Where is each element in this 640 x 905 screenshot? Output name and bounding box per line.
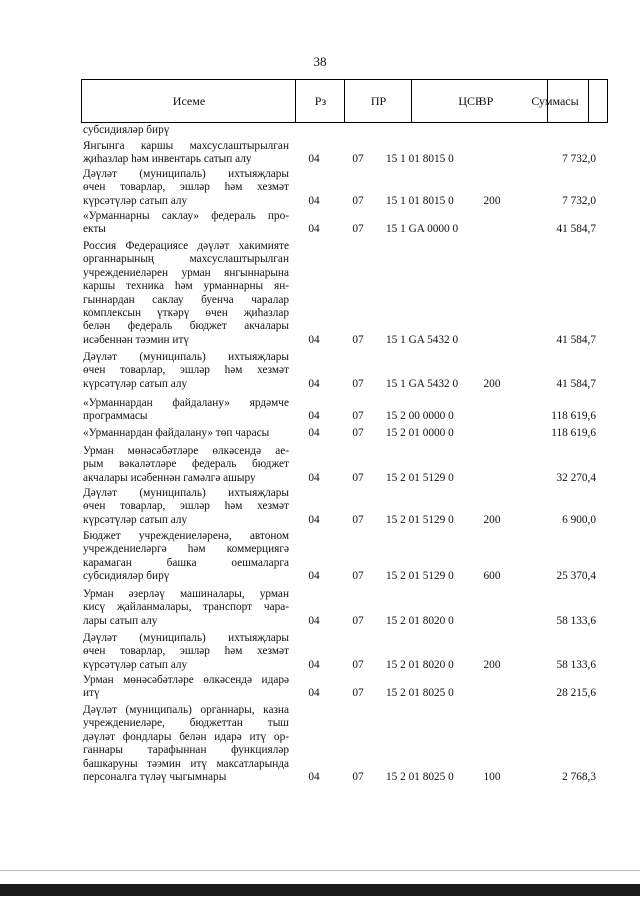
row-name-line: Дәүләт (муниципаль) ихтыяҗлары bbox=[83, 487, 289, 499]
header-pr: ПР bbox=[370, 94, 387, 108]
scan-edge-bar bbox=[0, 884, 640, 896]
row-csr: 15 2 01 8025 0 bbox=[386, 770, 454, 783]
row-name-line: Бюджет учреждениеләренә, автоном bbox=[83, 530, 289, 542]
table-row bbox=[0, 397, 640, 427]
row-name-line: екты bbox=[83, 223, 106, 236]
row-pr: 07 bbox=[352, 333, 364, 346]
table-row bbox=[0, 168, 640, 211]
row-name-line: учреждениеләрен урман янгыннарына bbox=[83, 266, 289, 279]
row-name bbox=[83, 588, 289, 628]
row-name-line: күрсәтүләр сатып алу bbox=[83, 513, 188, 526]
row-pr: 07 bbox=[352, 658, 364, 671]
row-sum: 118 619,6 bbox=[551, 426, 596, 439]
row-name-line: башкаруны тәэмин итү максатларында bbox=[83, 757, 289, 770]
row-csr: 15 2 01 5129 0 bbox=[386, 471, 454, 484]
row-name-line: учреждениеләре, бюджеттан тыш bbox=[83, 717, 289, 730]
row-pr: 07 bbox=[352, 570, 364, 583]
row-name-line: лары сатып алу bbox=[83, 614, 158, 627]
row-csr: 15 2 01 0000 0 bbox=[386, 426, 454, 439]
row-name-line: ганнары тарафыннан функцияләр bbox=[83, 744, 289, 757]
table-row bbox=[0, 351, 640, 394]
row-csr: 15 1 GA 5432 0 bbox=[386, 377, 459, 390]
row-sum: 41 584,7 bbox=[556, 223, 596, 236]
row-csr: 15 2 01 8020 0 bbox=[386, 658, 454, 671]
table-row bbox=[0, 445, 640, 488]
row-sum: 6 900,0 bbox=[562, 513, 596, 526]
bottom-line bbox=[0, 870, 640, 871]
row-csr: 15 2 01 8020 0 bbox=[386, 614, 454, 627]
row-pr: 07 bbox=[352, 194, 364, 207]
row-name bbox=[83, 124, 289, 137]
row-name-line: Россия Федерациясе дәүләт хакимияте bbox=[83, 240, 289, 252]
row-name bbox=[83, 351, 289, 391]
row-name-line: күрсәтүләр сатып алу bbox=[83, 194, 188, 207]
row-name-line: комплексын үткәрү өчен җиһазлар bbox=[83, 307, 289, 320]
row-name-line: рым вәкаләтләре федераль бюджет bbox=[83, 458, 289, 471]
row-csr: 15 1 GA 0000 0 bbox=[386, 223, 459, 236]
row-name-line: субсидияләр бирү bbox=[83, 124, 170, 136]
row-pr: 07 bbox=[352, 426, 364, 439]
row-name-line: Янгынга каршы махсуслаштырылган bbox=[83, 140, 289, 152]
row-name-line: өчен товарлар, эшләр һәм хезмәт bbox=[83, 645, 289, 658]
row-sum: 2 768,3 bbox=[562, 770, 596, 783]
row-name-line: каршы техника һәм урманнарны ян- bbox=[83, 280, 289, 293]
header-vr: ВР bbox=[478, 94, 494, 108]
row-rz: 04 bbox=[308, 687, 320, 700]
row-name-line: җиһазлар һәм инвентарь сатып алу bbox=[83, 153, 252, 166]
row-vr: 100 bbox=[483, 770, 501, 783]
row-rz: 04 bbox=[308, 377, 320, 390]
row-sum: 7 732,0 bbox=[562, 153, 596, 166]
header-sum: Суммасы bbox=[531, 94, 579, 108]
row-name-line: исәбеннән тәэмин итү bbox=[83, 333, 190, 346]
row-rz: 04 bbox=[308, 570, 320, 583]
table-row bbox=[0, 674, 640, 704]
row-sum: 41 584,7 bbox=[556, 333, 596, 346]
row-name-line: Урман әзерләү машиналары, урман bbox=[83, 588, 289, 600]
page-number: 38 bbox=[313, 54, 327, 69]
row-pr: 07 bbox=[352, 223, 364, 236]
row-rz: 04 bbox=[308, 770, 320, 783]
row-rz: 04 bbox=[308, 223, 320, 236]
row-name bbox=[83, 632, 289, 672]
row-sum: 58 133,6 bbox=[556, 658, 596, 671]
row-name-line: Урман мөнәсәбәтләре өлкәсендә идарә bbox=[83, 674, 289, 686]
row-csr: 15 2 01 5129 0 bbox=[386, 513, 454, 526]
row-pr: 07 bbox=[352, 471, 364, 484]
header-name: Исеме bbox=[172, 94, 206, 108]
row-pr: 07 bbox=[352, 687, 364, 700]
row-name bbox=[83, 674, 289, 701]
table-row bbox=[0, 210, 640, 240]
row-name-line: «Урманнардан файдалану» ярдәмче bbox=[83, 397, 289, 409]
row-name bbox=[83, 427, 289, 440]
row-rz: 04 bbox=[308, 410, 320, 423]
row-csr: 15 2 01 5129 0 bbox=[386, 570, 454, 583]
row-rz: 04 bbox=[308, 614, 320, 627]
row-name-line: Дәүләт (муниципаль) ихтыяҗлары bbox=[83, 351, 289, 363]
row-name-line: субсидияләр бирү bbox=[83, 570, 170, 583]
row-pr: 07 bbox=[352, 377, 364, 390]
row-name-line: «Урманнардан файдалану» төп чарасы bbox=[83, 427, 270, 439]
row-rz: 04 bbox=[308, 333, 320, 346]
row-name-line: карамаган башка оешмаларга bbox=[83, 556, 289, 569]
table-row bbox=[0, 632, 640, 675]
row-name-line: өчен товарлар, эшләр һәм хезмәт bbox=[83, 500, 289, 513]
row-name-line: Дәүләт (муниципаль) ихтыяҗлары bbox=[83, 632, 289, 644]
row-vr: 200 bbox=[483, 658, 501, 671]
row-name-line: программасы bbox=[83, 410, 148, 423]
row-name-line: Дәүләт (муниципаль) органнары, казна bbox=[83, 704, 289, 716]
row-rz: 04 bbox=[308, 194, 320, 207]
row-rz: 04 bbox=[308, 153, 320, 166]
row-name bbox=[83, 704, 289, 784]
row-name bbox=[83, 240, 289, 347]
row-csr: 15 1 GA 5432 0 bbox=[386, 333, 459, 346]
row-pr: 07 bbox=[352, 614, 364, 627]
row-sum: 41 584,7 bbox=[556, 377, 596, 390]
row-sum: 28 215,6 bbox=[556, 687, 596, 700]
row-sum: 32 270,4 bbox=[556, 471, 596, 484]
row-pr: 07 bbox=[352, 153, 364, 166]
row-vr: 200 bbox=[483, 194, 501, 207]
row-rz: 04 bbox=[308, 513, 320, 526]
row-rz: 04 bbox=[308, 471, 320, 484]
row-sum: 7 732,0 bbox=[562, 194, 596, 207]
table-row bbox=[0, 530, 640, 587]
row-name-line: белән федераль бюджет акчалары bbox=[83, 320, 289, 333]
row-vr: 600 bbox=[483, 570, 501, 583]
row-pr: 07 bbox=[352, 410, 364, 423]
row-pr: 07 bbox=[352, 513, 364, 526]
table-row bbox=[0, 124, 640, 140]
row-name-line: Урман мөнәсәбәтләре өлкәсендә ае- bbox=[83, 445, 289, 457]
row-csr: 15 2 00 0000 0 bbox=[386, 410, 454, 423]
row-name bbox=[83, 445, 289, 485]
row-name bbox=[83, 487, 289, 527]
row-name-line: итү bbox=[83, 687, 100, 700]
table-row bbox=[0, 427, 640, 443]
row-name-line: гыннардан саклау буенча чаралар bbox=[83, 293, 289, 306]
row-rz: 04 bbox=[308, 658, 320, 671]
row-name-line: кисү җайланмалары, транспорт чара- bbox=[83, 601, 289, 614]
row-name-line: өчен товарлар, эшләр һәм хезмәт bbox=[83, 181, 289, 194]
row-name-line: органнарының махсуслаштырылган bbox=[83, 253, 289, 266]
row-name-line: дәүләт фондлары белән идарә итү ор- bbox=[83, 730, 289, 743]
row-rz: 04 bbox=[308, 426, 320, 439]
row-vr: 200 bbox=[483, 377, 501, 390]
table-row bbox=[0, 704, 640, 787]
row-vr: 200 bbox=[483, 513, 501, 526]
row-name bbox=[83, 530, 289, 584]
table-row bbox=[0, 140, 640, 170]
row-csr: 15 2 01 8025 0 bbox=[386, 687, 454, 700]
row-name-line: күрсәтүләр сатып алу bbox=[83, 377, 188, 390]
row-name bbox=[83, 210, 289, 237]
row-pr: 07 bbox=[352, 770, 364, 783]
row-csr: 15 1 01 8015 0 bbox=[386, 194, 454, 207]
row-name-line: Дәүләт (муниципаль) ихтыяҗлары bbox=[83, 168, 289, 180]
row-name bbox=[83, 140, 289, 167]
header-csr: ЦСР bbox=[458, 94, 482, 108]
row-name-line: персоналга түләү чыгымнары bbox=[83, 771, 227, 784]
row-name-line: учреждениеләргә һәм коммерциягә bbox=[83, 543, 289, 556]
row-sum: 25 370,4 bbox=[556, 570, 596, 583]
row-sum: 118 619,6 bbox=[551, 410, 596, 423]
row-name-line: өчен товарлар, эшләр һәм хезмәт bbox=[83, 364, 289, 377]
row-csr: 15 1 01 8015 0 bbox=[386, 153, 454, 166]
header-rz: Рз bbox=[314, 94, 327, 108]
row-name-line: акчалары исәбеннән гамәлгә ашыру bbox=[83, 471, 256, 484]
row-name bbox=[83, 168, 289, 208]
table-row bbox=[0, 487, 640, 530]
row-name-line: күрсәтүләр сатып алу bbox=[83, 658, 188, 671]
table-row bbox=[0, 588, 640, 631]
row-sum: 58 133,6 bbox=[556, 614, 596, 627]
row-name bbox=[83, 397, 289, 424]
row-name-line: «Урманнарны саклау» федераль про- bbox=[83, 210, 289, 222]
table-row bbox=[0, 240, 640, 350]
